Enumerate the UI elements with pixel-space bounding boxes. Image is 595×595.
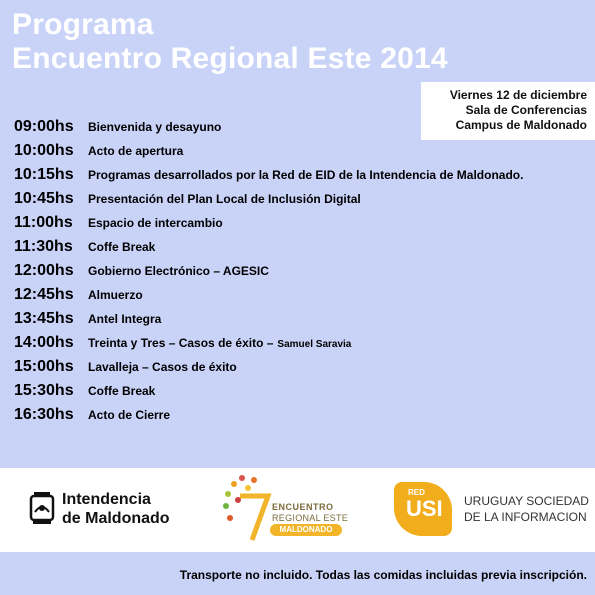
usi-badge bbox=[394, 482, 452, 536]
schedule-activity: Programas desarrollados por la Red de EID de la Intendencia de Maldonado. bbox=[88, 168, 524, 182]
schedule-activity: Bienvenida y desayuno bbox=[88, 120, 222, 134]
schedule-row bbox=[14, 262, 584, 286]
usi-main-label: USI bbox=[406, 496, 443, 521]
schedule-activity: Presentación del Plan Local de Inclusión Digital bbox=[88, 192, 361, 206]
intendencia-name bbox=[62, 490, 170, 528]
encuentro-line-2: REGIONAL ESTE bbox=[272, 513, 349, 523]
schedule-row bbox=[14, 118, 584, 142]
schedule-row bbox=[14, 286, 584, 310]
page-title bbox=[12, 8, 448, 76]
schedule-list bbox=[14, 118, 584, 430]
schedule-row bbox=[14, 406, 584, 430]
schedule-time: 09:00hs bbox=[14, 118, 74, 135]
encuentro-logo bbox=[220, 474, 370, 548]
schedule-time: 10:15hs bbox=[14, 166, 74, 183]
intendencia-line-2: de Maldonado bbox=[62, 510, 170, 527]
schedule-activity bbox=[88, 336, 351, 350]
schedule-activity: Acto de apertura bbox=[88, 144, 184, 158]
schedule-activity: Acto de Cierre bbox=[88, 408, 171, 422]
schedule-row bbox=[14, 310, 584, 334]
schedule-time: 16:30hs bbox=[14, 406, 74, 423]
schedule-row bbox=[14, 214, 584, 238]
schedule-row bbox=[14, 166, 584, 190]
encuentro-dots-icon bbox=[220, 474, 272, 544]
title-line-1: Programa bbox=[12, 8, 154, 41]
intendencia-line-1: Intendencia bbox=[62, 491, 151, 508]
schedule-activity-text: Treinta y Tres – Casos de éxito – bbox=[88, 336, 274, 350]
event-campus: Campus de Maldonado bbox=[455, 118, 587, 132]
schedule-activity: Espacio de intercambio bbox=[88, 216, 223, 230]
title-line-2: Encuentro Regional Este 2014 bbox=[12, 42, 448, 75]
schedule-time: 10:45hs bbox=[14, 190, 74, 207]
schedule-time: 15:00hs bbox=[14, 358, 74, 375]
schedule-row bbox=[14, 334, 584, 358]
schedule-row bbox=[14, 382, 584, 406]
usi-line-2: DE LA INFORMACION bbox=[464, 510, 587, 524]
footer-note: Transporte no incluido. Todas las comidas incluidas previa inscripción. bbox=[179, 568, 587, 582]
schedule-activity: Antel Integra bbox=[88, 312, 162, 326]
usi-logo bbox=[394, 482, 589, 536]
usi-line-1: URUGUAY SOCIEDAD bbox=[464, 494, 589, 508]
schedule-activity: Coffe Break bbox=[88, 240, 156, 254]
schedule-row bbox=[14, 238, 584, 262]
schedule-time: 10:00hs bbox=[14, 142, 74, 159]
schedule-activity: Lavalleja – Casos de éxito bbox=[88, 360, 237, 374]
event-date: Viernes 12 de diciembre bbox=[449, 88, 587, 102]
usi-red-label: RED bbox=[408, 488, 425, 497]
schedule-row bbox=[14, 358, 584, 382]
schedule-time: 12:45hs bbox=[14, 286, 74, 303]
schedule-time: 11:00hs bbox=[14, 214, 73, 231]
logos-band bbox=[0, 468, 595, 552]
intendencia-logo bbox=[28, 490, 170, 528]
schedule-time: 12:00hs bbox=[14, 262, 74, 279]
schedule-time: 14:00hs bbox=[14, 334, 74, 351]
schedule-time: 13:45hs bbox=[14, 310, 74, 327]
intendencia-crest-icon bbox=[28, 492, 56, 526]
schedule-time: 15:30hs bbox=[14, 382, 74, 399]
schedule-activity: Gobierno Electrónico – AGESIC bbox=[88, 264, 269, 278]
usi-name bbox=[464, 493, 589, 525]
schedule-time: 11:30hs bbox=[14, 238, 73, 255]
schedule-activity: Almuerzo bbox=[88, 288, 143, 302]
encuentro-line-1: ENCUENTRO bbox=[272, 502, 334, 512]
event-room: Sala de Conferencias bbox=[465, 103, 587, 117]
schedule-activity: Coffe Break bbox=[88, 384, 156, 398]
schedule-row bbox=[14, 142, 584, 166]
schedule-speaker: Samuel Saravia bbox=[277, 339, 352, 350]
schedule-row bbox=[14, 190, 584, 214]
encuentro-badge: MALDONADO bbox=[270, 524, 342, 536]
